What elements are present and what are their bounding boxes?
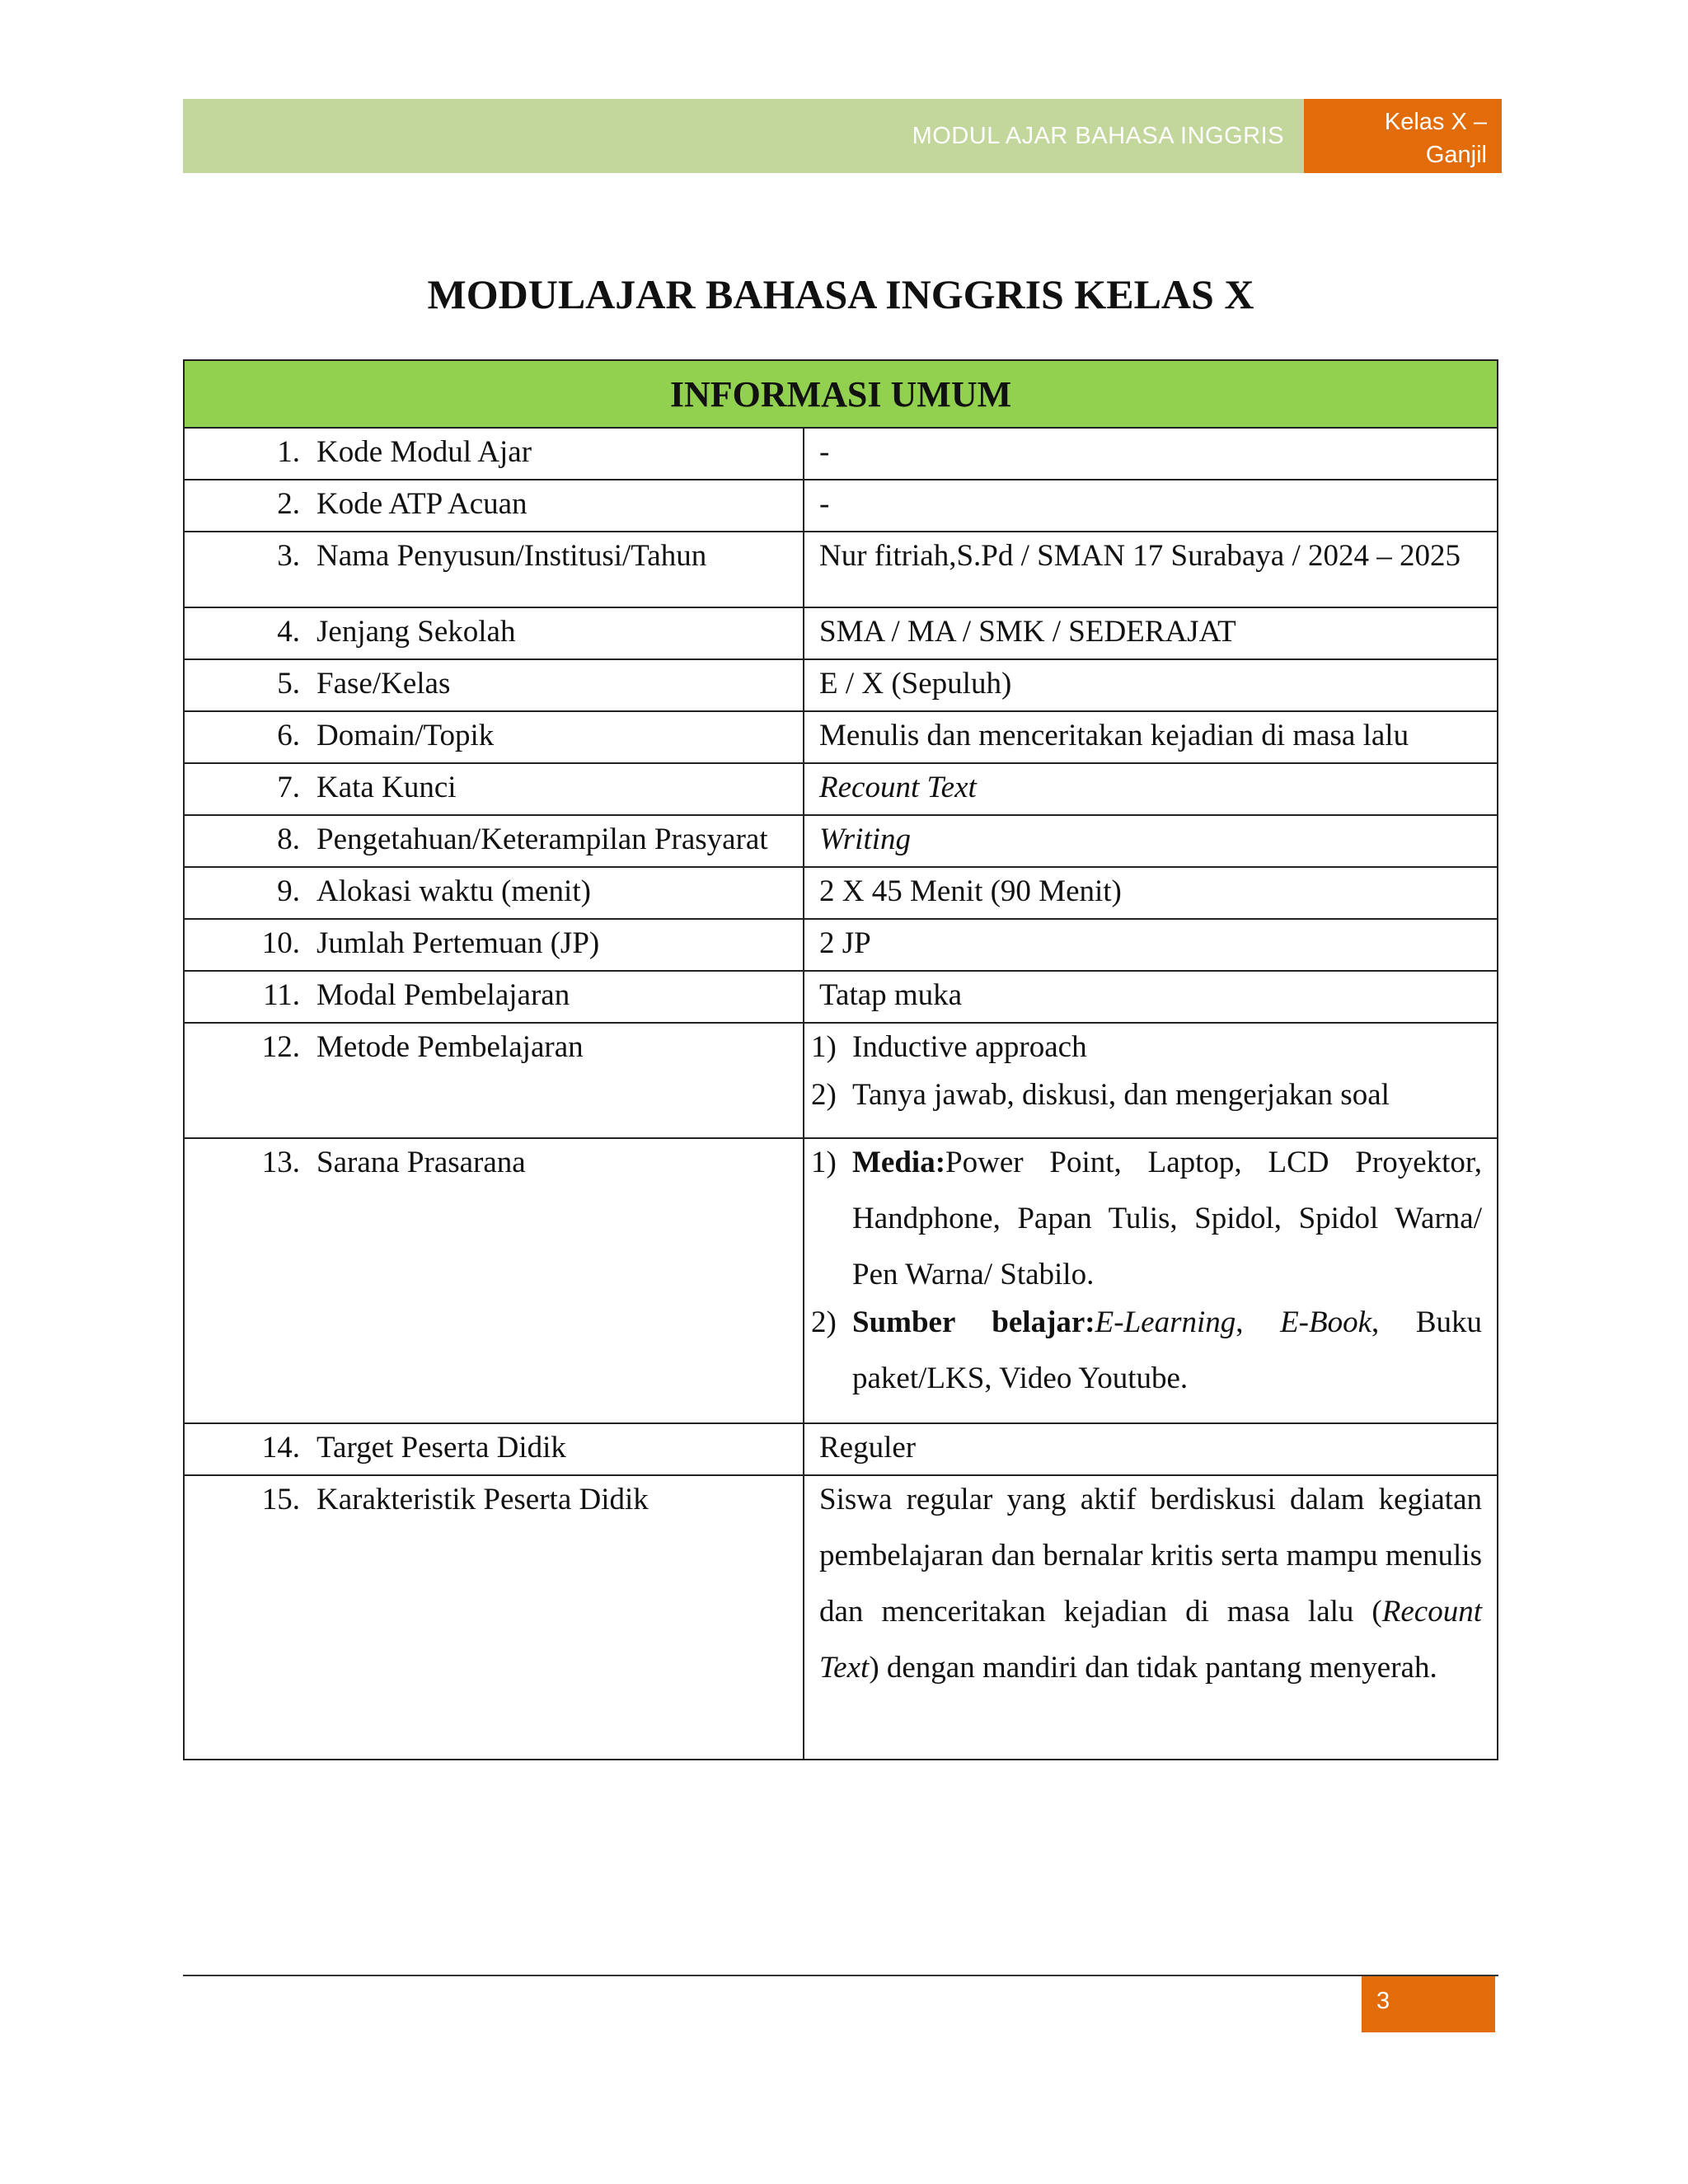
row-number: 7. (277, 771, 300, 804)
row-number: 4. (277, 615, 300, 649)
row-number: 10. (261, 926, 300, 960)
row-number: 2. (277, 487, 300, 521)
table-row (184, 480, 1498, 532)
row-label: Sarana Prasarana (316, 1146, 526, 1179)
row-label: Karakteristik Peserta Didik (316, 1483, 649, 1516)
header-title: MODUL AJAR BAHASA INGGRIS (912, 122, 1284, 149)
row-number: 15. (261, 1483, 300, 1516)
header-band (183, 99, 1304, 173)
row-label: Fase/Kelas (316, 667, 451, 701)
row-label: Jenjang Sekolah (316, 615, 516, 649)
row-number: 9. (277, 874, 300, 908)
info-table (183, 359, 1498, 1760)
table-heading: INFORMASI UMUM (184, 360, 1498, 428)
row-number: 12. (261, 1030, 300, 1064)
row-value: E / X (Sepuluh) (804, 659, 1498, 711)
header-class-badge (1304, 99, 1502, 173)
row-value: Writing (804, 815, 1498, 867)
list-item: 2) Sumber belajar:E-Learning, E-Book, Buku paket/LKS, Video Youtube. (811, 1305, 1483, 1395)
table-row (184, 532, 1498, 607)
row-label: Target Peserta Didik (316, 1431, 566, 1465)
row-value: 2 X 45 Menit (90 Menit) (804, 867, 1498, 919)
row-number: 14. (261, 1431, 300, 1465)
row-number: 3. (277, 539, 300, 573)
row-number: 5. (277, 667, 300, 701)
table-row (184, 1023, 1498, 1138)
table-row (184, 1475, 1498, 1760)
header-class-line1: Kelas X – (1384, 109, 1487, 135)
table-row (184, 763, 1498, 815)
list-item: 1) Inductive approach (811, 1030, 1087, 1064)
row-label: Alokasi waktu (menit) (316, 874, 591, 908)
row-number: 1. (277, 435, 300, 469)
table-row (184, 867, 1498, 919)
row-value: Menulis dan menceritakan kejadian di masa lalu (804, 711, 1498, 763)
row-label: Kata Kunci (316, 771, 457, 804)
table-row (184, 1423, 1498, 1475)
page-number: 3 (1362, 1976, 1495, 2032)
row-number: 6. (277, 719, 300, 752)
row-label: Kode Modul Ajar (316, 435, 532, 469)
row-label: Jumlah Pertemuan (JP) (316, 926, 600, 960)
row-label: Modal Pembelajaran (316, 978, 570, 1012)
table-row (184, 1138, 1498, 1423)
row-value-list (804, 1138, 1498, 1423)
list-item: 1) Media:Power Point, Laptop, LCD Proyektor, Handphone, Papan Tulis, Spidol, Spidol Warna/ Pen Warna/ Stabilo. (811, 1146, 1482, 1291)
row-value: 2 JP (804, 919, 1498, 971)
document-title: MODULAJAR BAHASA INGGRIS KELAS X (427, 271, 1254, 317)
footer-rule (183, 1975, 1498, 1976)
row-value: - (804, 428, 1498, 480)
table-row (184, 815, 1498, 867)
row-value: Reguler (804, 1423, 1498, 1475)
row-number: 11. (263, 978, 300, 1012)
row-label: Pengetahuan/Keterampilan Prasyarat (316, 823, 768, 856)
row-value-list (804, 1023, 1498, 1138)
table-row (184, 607, 1498, 659)
table-row (184, 971, 1498, 1023)
row-value: SMA / MA / SMK / SEDERAJAT (804, 607, 1498, 659)
header-class-line2: Ganjil (1425, 142, 1487, 168)
row-value-paragraph: Siswa regular yang aktif berdiskusi dalam kegiatan pembelajaran dan bernalar kritis serta mampu menulis dan menceritakan kejadian di masa lalu (Recount Text) dengan mandiri dan tidak pantang menyerah. (804, 1475, 1498, 1760)
row-label: Nama Penyusun/Institusi/Tahun (316, 539, 707, 573)
row-number: 8. (277, 823, 300, 856)
row-value: - (804, 480, 1498, 532)
table-heading-row (184, 360, 1498, 428)
row-label: Metode Pembelajaran (316, 1030, 584, 1064)
table-row (184, 428, 1498, 480)
list-item: 2) Tanya jawab, diskusi, dan mengerjakan soal (811, 1078, 1390, 1112)
row-label: Domain/Topik (316, 719, 495, 752)
row-value: Nur fitriah,S.Pd / SMAN 17 Surabaya / 2024 – 2025 (804, 532, 1498, 607)
table-row (184, 919, 1498, 971)
row-label: Kode ATP Acuan (316, 487, 528, 521)
row-value: Recount Text (804, 763, 1498, 815)
row-number: 13. (261, 1146, 300, 1179)
table-row (184, 659, 1498, 711)
table-row (184, 711, 1498, 763)
row-value: Tatap muka (804, 971, 1498, 1023)
